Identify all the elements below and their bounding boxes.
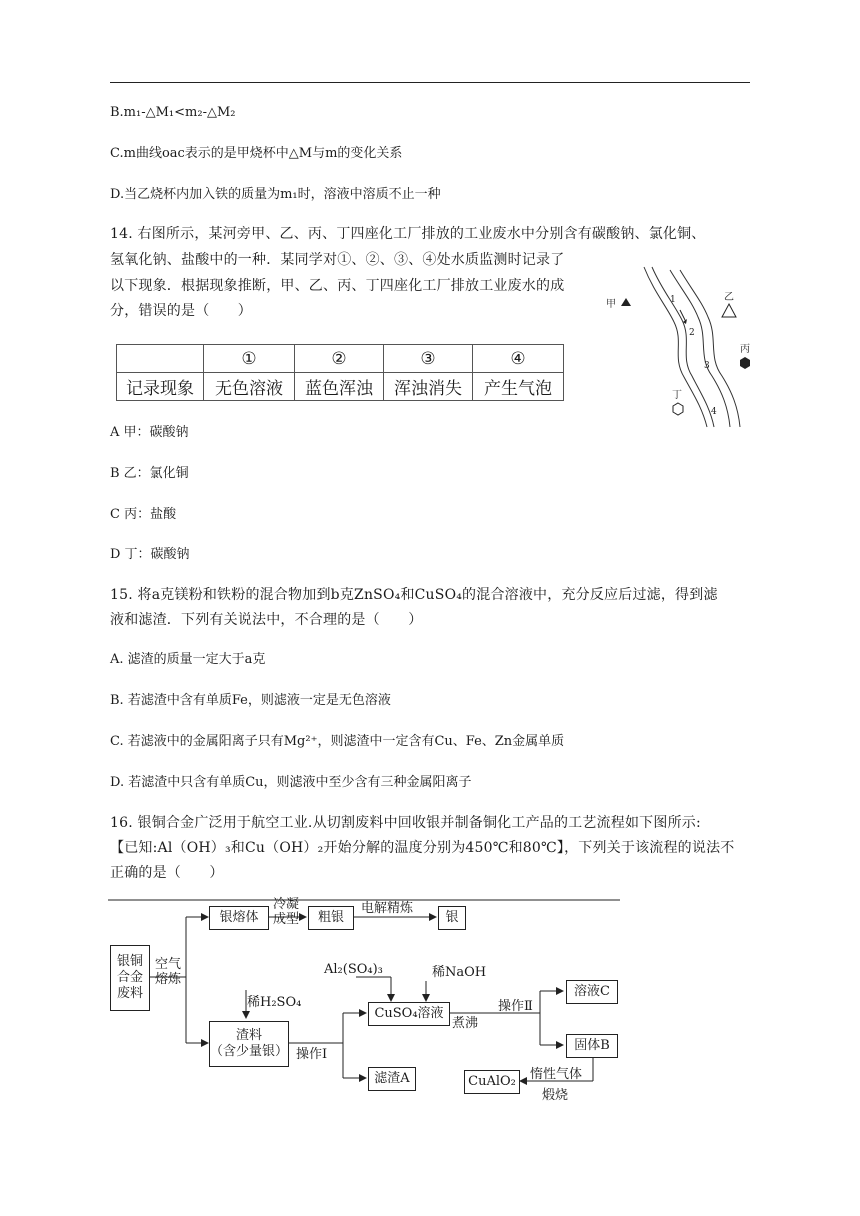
- table-row: [117, 373, 564, 401]
- table-header-cell: [117, 345, 204, 373]
- label-dilute-naoh: 稀NaOH: [432, 965, 487, 980]
- slag-label: 渣料: [235, 1028, 262, 1043]
- table-header-cell: ④: [473, 345, 564, 373]
- q14-stem-line2: 氢氧化钠、盐酸中的一种．某同学对①、②、③、④处水质监测时记录了: [110, 252, 565, 268]
- point-4: 4: [711, 407, 717, 417]
- table-cell: 蓝色浑浊: [295, 373, 384, 401]
- river-bank-left: [644, 267, 707, 427]
- box-crude-silver: 粗银: [308, 906, 354, 930]
- q14-stem-line3: 以下现象．根据现象推断，甲、乙、丙、丁四座化工厂排放工业废水的成: [110, 278, 565, 294]
- box-solution-c: 溶液C: [566, 980, 618, 1004]
- ding-factory-icon: [673, 403, 683, 415]
- q15-option-d: D. 若滤渣中只含有单质Cu，则滤液中至少含有三种金属阳离子: [110, 775, 472, 790]
- q15-stem-line2: 液和滤渣．下列有关说法中，不合理的是（ ）: [110, 612, 423, 628]
- table-header-cell: ①: [204, 345, 295, 373]
- label-op1: 操作Ⅰ: [296, 1047, 328, 1062]
- q14-option-b: B 乙：氯化铜: [110, 466, 189, 481]
- map-label-yi: 乙: [724, 292, 734, 303]
- q16-stem-line2: 【已知:Al（OH）₃和Cu（OH）₂开始分解的温度分别为450℃和80℃】，下列关于该流程的说法不: [110, 840, 735, 856]
- label-electro-refine: 电解精炼: [361, 901, 414, 916]
- scrap-label: 银铜合金废料: [116, 954, 143, 1001]
- label-dilute-h2so4: 稀H₂SO₄: [247, 995, 302, 1010]
- map-label-bing: 丙: [740, 344, 750, 355]
- q13-option-d: D.当乙烧杯内加入铁的质量为m₁时，溶液中溶质不止一种: [110, 187, 441, 202]
- label-inert-gas: 惰性气体: [530, 1067, 583, 1082]
- box-scrap: [110, 945, 150, 1011]
- q14-option-a: A 甲：碳酸钠: [110, 425, 189, 440]
- q15-option-a: A. 滤渣的质量一定大于a克: [110, 652, 266, 667]
- point-3: 3: [704, 361, 710, 371]
- q15-stem-line1: 15. 将a克镁粉和铁粉的混合物加到b克ZnSO₄和CuSO₄的混合溶液中，充分反应后过滤，得到滤: [110, 587, 718, 603]
- point-1: 1: [670, 295, 676, 305]
- q14-option-d: D 丁：碳酸钠: [110, 547, 190, 562]
- q15-option-b: B. 若滤渣中含有单质Fe，则滤液一定是无色溶液: [110, 693, 391, 708]
- label-calcine: 煅烧: [542, 1088, 569, 1103]
- table-cell: 无色溶液: [204, 373, 295, 401]
- bing-factory-icon: [740, 357, 750, 369]
- header-rule: [110, 82, 750, 83]
- q13-option-c: C.m曲线oac表示的是甲烧杯中△M与m的变化关系: [110, 146, 403, 161]
- map-label-jia: 甲: [606, 299, 616, 310]
- label-al2so43: Al₂(SO₄)₃: [324, 962, 383, 977]
- table-cell: 浑浊消失: [384, 373, 473, 401]
- table-header-cell: ③: [384, 345, 473, 373]
- box-silver: 银: [438, 906, 466, 930]
- q14-stem-line4: 分，错误的是（ ）: [110, 303, 252, 319]
- slag-note: （含少量银）: [210, 1044, 289, 1059]
- point-2: 2: [689, 328, 695, 338]
- q16-stem-line1: 16. 银铜合金广泛用于航空工业.从切割废料中回收银并制备铜化工产品的工艺流程如下图所示:: [110, 815, 701, 831]
- q14-option-c: C 丙：盐酸: [110, 507, 177, 522]
- label-air-smelt: 空气熔炼: [154, 957, 181, 987]
- table-row-label: 记录现象: [117, 373, 204, 401]
- q15-option-c: C. 若滤液中的金属阳离子只有Mg²⁺，则滤渣中一定含有Cu、Fe、Zn金属单质: [110, 734, 565, 749]
- q13-option-b: B.m₁-△M₁<m₂-△M₂: [110, 105, 236, 120]
- box-cuso4: CuSO₄溶液: [368, 1002, 450, 1026]
- q14-stem-line1: 14. 右图所示，某河旁甲、乙、丙、丁四座化工厂排放的工业废水中分别含有碳酸钠、氯化铜、: [110, 226, 706, 242]
- box-residue-a: 滤渣A: [368, 1067, 416, 1091]
- table-cell: 产生气泡: [473, 373, 564, 401]
- flow-arrow: [680, 310, 686, 322]
- label-op2: 操作Ⅱ: [498, 999, 533, 1014]
- box-solid-b: 固体B: [566, 1034, 618, 1058]
- box-cualo2: CuAlO₂: [464, 1070, 520, 1094]
- process-flowchart: [108, 895, 628, 1115]
- jia-factory-icon: [621, 298, 631, 306]
- box-slag: [209, 1021, 289, 1067]
- label-cool-form: 冷凝成型: [272, 897, 299, 927]
- table-header-row: [117, 345, 564, 373]
- table-header-cell: ②: [295, 345, 384, 373]
- map-label-ding: 丁: [672, 390, 682, 401]
- q14-record-table: [116, 344, 564, 401]
- river-map: [606, 262, 762, 432]
- label-boil: 煮沸: [452, 1016, 479, 1031]
- yi-factory-icon: [722, 304, 736, 317]
- box-silver-melt: 银熔体: [209, 906, 269, 930]
- q16-stem-line3: 正确的是（ ）: [110, 865, 224, 881]
